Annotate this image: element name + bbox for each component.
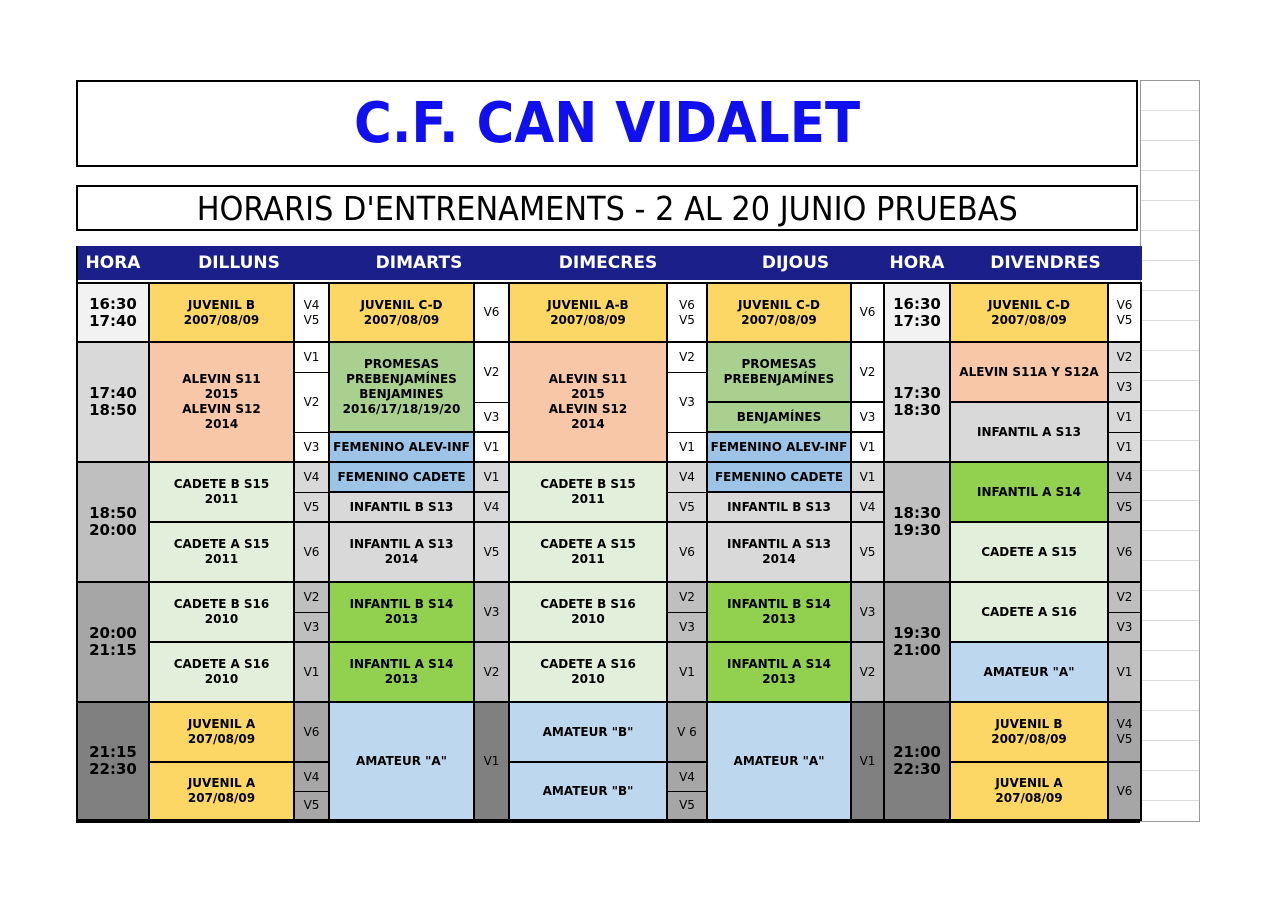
wednesday-field: V2: [668, 343, 708, 373]
tuesday-field: V1: [475, 703, 510, 821]
monday-session: CADETE B S15 2011: [150, 463, 295, 523]
thursday-field: V1: [852, 433, 885, 463]
friday-hour-slot-5: 21:00 22:30: [885, 703, 951, 821]
wednesday-field: V5: [668, 792, 708, 821]
wednesday-session: CADETE A S15 2011: [510, 523, 668, 583]
hour-slot-2: 17:40 18:50: [78, 343, 150, 463]
friday-field: V6: [1109, 523, 1142, 583]
thursday-session: INFANTIL B S13: [708, 493, 852, 523]
tuesday-session: AMATEUR "A": [330, 703, 475, 821]
monday-field: V4: [295, 463, 330, 493]
friday-field: V2: [1109, 343, 1142, 373]
tuesday-field: V5: [475, 523, 510, 583]
friday-field: V3: [1109, 373, 1142, 403]
friday-hour-slot-4: 19:30 21:00: [885, 583, 951, 703]
monday-session: ALEVIN S11 2015 ALEVIN S12 2014: [150, 343, 295, 463]
friday-session: JUVENIL C-D 2007/08/09: [951, 282, 1109, 343]
friday-field: V1: [1109, 643, 1142, 703]
monday-field: V1: [295, 643, 330, 703]
monday-field: V2: [295, 583, 330, 613]
hour-slot-5: 21:15 22:30: [78, 703, 150, 821]
tuesday-session: INFANTIL A S14 2013: [330, 643, 475, 703]
tuesday-field: V4: [475, 493, 510, 523]
friday-field: V6 V5: [1109, 282, 1142, 343]
tuesday-session: INFANTIL B S13: [330, 493, 475, 523]
wednesday-session: CADETE B S15 2011: [510, 463, 668, 523]
thursday-session: FEMENINO CADETE: [708, 463, 852, 493]
wednesday-session: AMATEUR "B": [510, 703, 668, 763]
spreadsheet-gridlines: [1140, 80, 1200, 822]
wednesday-session: ALEVIN S11 2015 ALEVIN S12 2014: [510, 343, 668, 463]
schedule-subtitle: HORARIS D'ENTRENAMENTS - 2 AL 20 JUNIO PRUEBAS: [196, 188, 1018, 228]
tuesday-field: V2: [475, 643, 510, 703]
header-dimecres: DIMECRES: [510, 246, 708, 280]
tuesday-session: JUVENIL C-D 2007/08/09: [330, 282, 475, 343]
header-dilluns: DILLUNS: [150, 246, 330, 280]
friday-field: V1: [1109, 403, 1142, 433]
friday-field: V4: [1109, 463, 1142, 493]
club-title: C.F. CAN VIDALET: [353, 91, 861, 156]
wednesday-field: V4: [668, 763, 708, 792]
monday-field: V3: [295, 613, 330, 643]
monday-field: V6: [295, 703, 330, 763]
wednesday-field: V3: [668, 373, 708, 433]
header-divendres: DIVENDRES: [951, 246, 1142, 280]
tuesday-field: V1: [475, 463, 510, 493]
monday-session: JUVENIL B 2007/08/09: [150, 282, 295, 343]
wednesday-session: CADETE A S16 2010: [510, 643, 668, 703]
tuesday-session: INFANTIL A S13 2014: [330, 523, 475, 583]
friday-field: V5: [1109, 493, 1142, 523]
monday-field: V1: [295, 343, 330, 373]
friday-session: JUVENIL B 2007/08/09: [951, 703, 1109, 763]
friday-session: JUVENIL A 207/08/09: [951, 763, 1109, 821]
monday-field: V5: [295, 493, 330, 523]
thursday-field: V5: [852, 523, 885, 583]
monday-session: JUVENIL A 207/08/09: [150, 703, 295, 763]
wednesday-session: JUVENIL A-B 2007/08/09: [510, 282, 668, 343]
monday-field: V4: [295, 763, 330, 792]
friday-field: V2: [1109, 583, 1142, 613]
wednesday-field: V4: [668, 463, 708, 493]
wednesday-field: V6 V5: [668, 282, 708, 343]
wednesday-session: AMATEUR "B": [510, 763, 668, 821]
tuesday-field: V3: [475, 403, 510, 433]
wednesday-field: V5: [668, 493, 708, 523]
thursday-session: INFANTIL A S14 2013: [708, 643, 852, 703]
hour-slot-1: 16:30 17:40: [78, 282, 150, 343]
wednesday-field: V6: [668, 523, 708, 583]
thursday-session: BENJAMÍNES: [708, 403, 852, 433]
friday-session: CADETE A S16: [951, 583, 1109, 643]
thursday-session: AMATEUR "A": [708, 703, 852, 821]
monday-session: CADETE A S15 2011: [150, 523, 295, 583]
friday-field: V4 V5: [1109, 703, 1142, 763]
wednesday-field: V1: [668, 433, 708, 463]
thursday-session: PROMESAS PREBENJAMÍNES: [708, 343, 852, 403]
thursday-session: INFANTIL B S14 2013: [708, 583, 852, 643]
monday-field: V5: [295, 792, 330, 821]
header-hora: HORA: [78, 246, 150, 280]
header-hora-friday: HORA: [885, 246, 951, 280]
schedule-table: [76, 246, 1140, 823]
thursday-session: FEMENINO ALEV-INF: [708, 433, 852, 463]
friday-session: ALEVIN S11A Y S12A: [951, 343, 1109, 403]
header-dijous: DIJOUS: [708, 246, 885, 280]
thursday-field: V3: [852, 403, 885, 433]
thursday-field: V2: [852, 643, 885, 703]
wednesday-field: V2: [668, 583, 708, 613]
friday-session: AMATEUR "A": [951, 643, 1109, 703]
tuesday-field: V6: [475, 282, 510, 343]
monday-session: JUVENIL A 207/08/09: [150, 763, 295, 821]
friday-session: INFANTIL A S14: [951, 463, 1109, 523]
subtitle-box: [76, 185, 1138, 231]
monday-field: V2: [295, 373, 330, 433]
tuesday-field: V1: [475, 433, 510, 463]
wednesday-session: CADETE B S16 2010: [510, 583, 668, 643]
hour-slot-4: 20:00 21:15: [78, 583, 150, 703]
monday-field: V4 V5: [295, 282, 330, 343]
thursday-field: V3: [852, 583, 885, 643]
tuesday-session: INFANTIL B S14 2013: [330, 583, 475, 643]
thursday-field: V2: [852, 343, 885, 403]
thursday-session: INFANTIL A S13 2014: [708, 523, 852, 583]
thursday-session: JUVENIL C-D 2007/08/09: [708, 282, 852, 343]
friday-field: V6: [1109, 763, 1142, 821]
friday-hour-slot-1: 16:30 17:30: [885, 282, 951, 343]
friday-hour-slot-3: 18:30 19:30: [885, 463, 951, 583]
tuesday-session: PROMESAS PREBENJAMÍNES BENJAMINES 2016/17/18/19/20: [330, 343, 475, 433]
tuesday-session: FEMENINO CADETE: [330, 463, 475, 493]
tuesday-field: V3: [475, 583, 510, 643]
wednesday-field: V3: [668, 613, 708, 643]
thursday-field: V1: [852, 463, 885, 493]
header-dimarts: DIMARTS: [330, 246, 510, 280]
friday-field: V1: [1109, 433, 1142, 463]
hour-slot-3: 18:50 20:00: [78, 463, 150, 583]
friday-field: V3: [1109, 613, 1142, 643]
tuesday-field: V2: [475, 343, 510, 403]
monday-session: CADETE A S16 2010: [150, 643, 295, 703]
thursday-field: V6: [852, 282, 885, 343]
monday-field: V3: [295, 433, 330, 463]
monday-session: CADETE B S16 2010: [150, 583, 295, 643]
monday-field: V6: [295, 523, 330, 583]
thursday-field: V1: [852, 703, 885, 821]
friday-session: CADETE A S15: [951, 523, 1109, 583]
thursday-field: V4: [852, 493, 885, 523]
wednesday-field: V 6: [668, 703, 708, 763]
tuesday-session: FEMENINO ALEV-INF: [330, 433, 475, 463]
title-box: [76, 80, 1138, 167]
friday-session: INFANTIL A S13: [951, 403, 1109, 463]
friday-hour-slot-2: 17:30 18:30: [885, 343, 951, 463]
wednesday-field: V1: [668, 643, 708, 703]
